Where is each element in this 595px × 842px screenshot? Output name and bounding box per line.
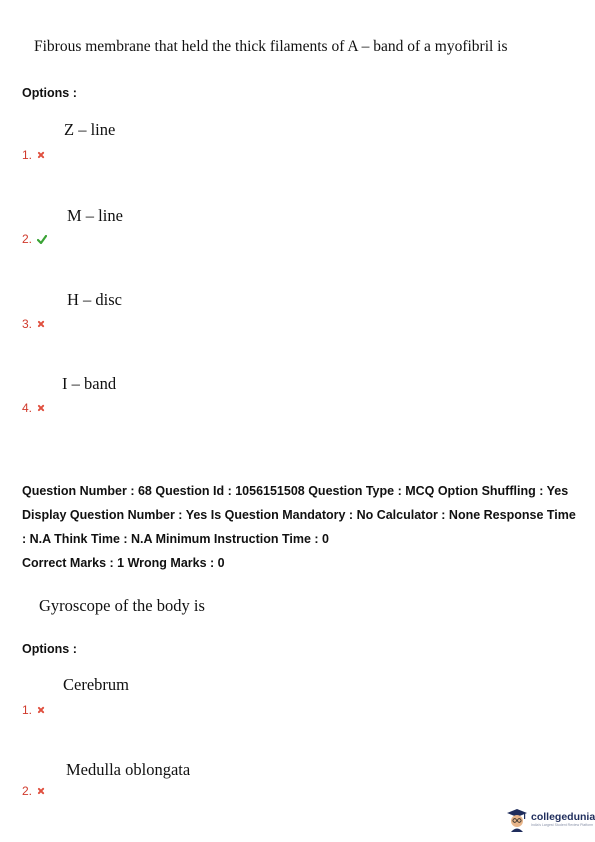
graduate-mascot-icon (506, 808, 528, 832)
option-number: 2. (22, 232, 47, 246)
logo-tagline: India's Largest Student Review Platform (531, 822, 594, 827)
cross-icon (37, 404, 45, 412)
logo-name: collegedunia (531, 811, 595, 824)
collegedunia-logo (506, 808, 595, 832)
question-text: Fibrous membrane that held the thick filaments of A – band of a myofibril is (34, 38, 508, 55)
check-icon (37, 235, 47, 244)
cross-icon (37, 320, 45, 328)
option-number: 1. (22, 703, 45, 717)
question-text: Gyroscope of the body is (39, 596, 205, 615)
option-number: 4. (22, 401, 45, 415)
option-text: Z – line (64, 120, 116, 139)
option-number: 1. (22, 148, 45, 162)
option-text: Cerebrum (63, 675, 129, 694)
option-number: 2. (22, 784, 45, 798)
cross-icon (37, 787, 45, 795)
option-text: Medulla oblongata (66, 760, 191, 779)
option-text: H – disc (67, 290, 122, 309)
cross-icon (37, 706, 45, 714)
question-meta: Question Number : 68 Question Id : 1056151508 Question Type : MCQ Option Shuffling : Yes Display Question Number : Yes Is Question Mandatory : No Calculator : None Response Time : N.A Think Time : N.A Minimum Instruction Time : 0 (22, 484, 576, 546)
marks-meta: Correct Marks : 1 Wrong Marks : 0 (22, 556, 225, 570)
option-text: I – band (62, 374, 117, 393)
cross-icon (37, 151, 45, 159)
options-label: Options : (22, 86, 77, 100)
option-number: 3. (22, 317, 45, 331)
option-text: M – line (67, 206, 123, 225)
options-label: Options : (22, 642, 77, 656)
